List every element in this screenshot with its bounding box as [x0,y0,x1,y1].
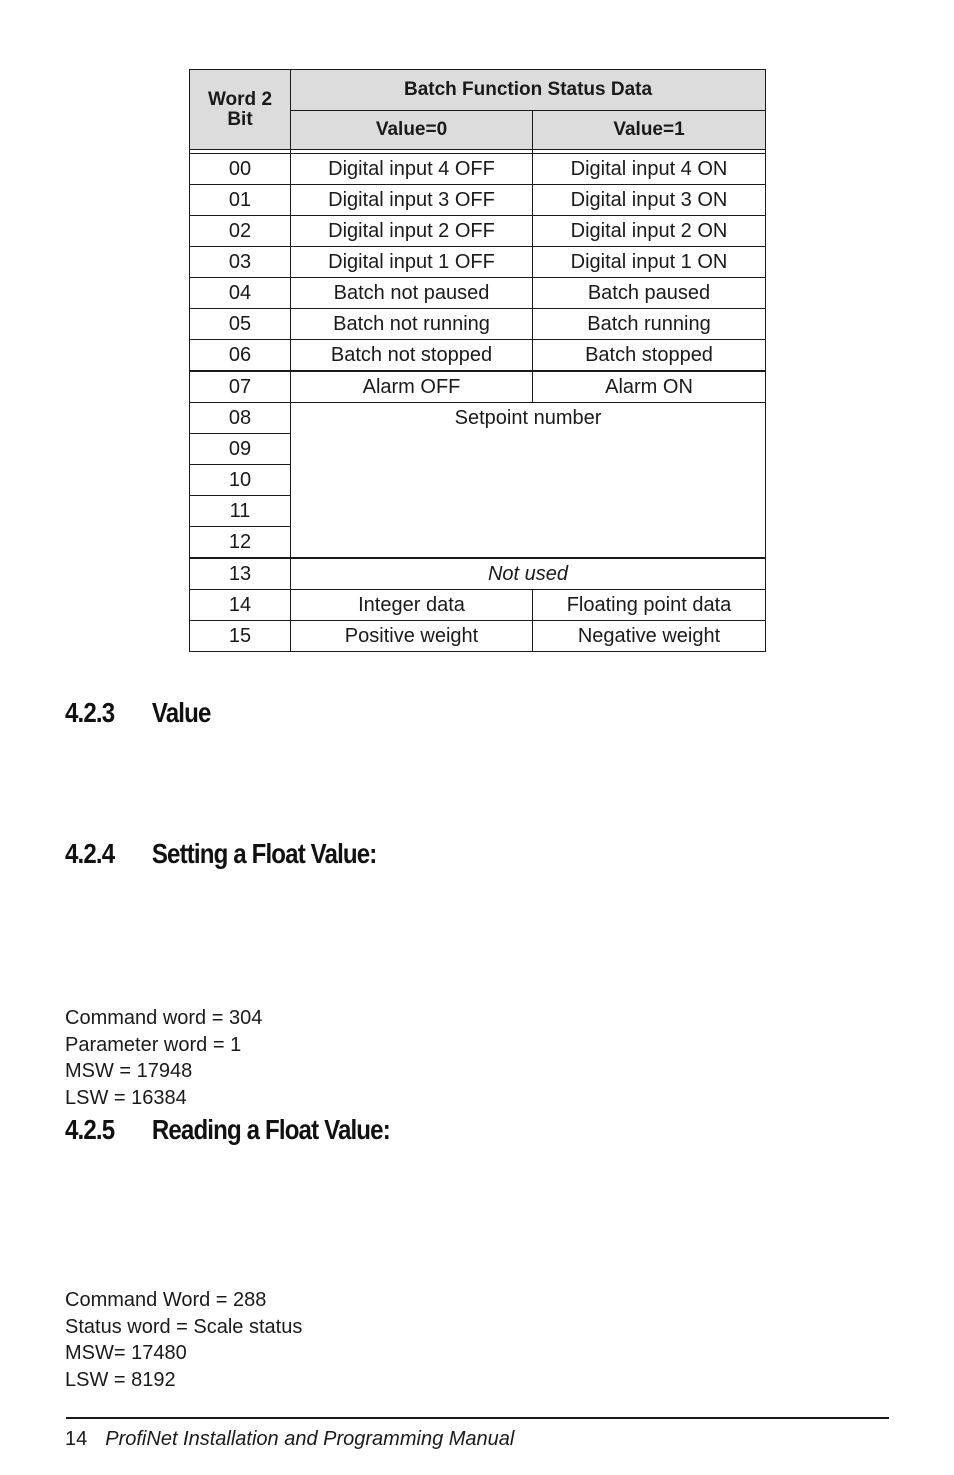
footer-divider [66,1417,889,1419]
bit-cell: 10 [190,465,291,496]
table-row [190,340,766,372]
not-used-cell: Not used [291,558,766,590]
parameter-line: Command word = 304 [65,1007,263,1029]
word2-bit-header-line1: Word 2 [207,88,273,110]
table-row [190,247,766,278]
value1-cell: Digital input 1 ON [533,247,766,278]
value0-cell: Digital input 1 OFF [291,247,533,278]
parameter-line: LSW = 16384 [65,1086,187,1109]
section-number: 4.2.5 [65,1114,115,1145]
table-row [190,590,766,621]
value0-cell: Digital input 3 OFF [291,185,533,216]
table-row [190,371,766,403]
table-row [190,278,766,309]
value1-cell: Digital input 4 ON [533,154,766,185]
value1-cell: Digital input 2 ON [533,216,766,247]
bit-cell: 14 [190,590,291,621]
value0-header: Value=0 [291,111,533,150]
table-row [190,558,766,590]
reading-float-parameters [65,1287,302,1393]
bit-cell: 01 [190,185,291,216]
batch-function-status-header: Batch Function Status Data [291,70,766,111]
value1-cell: Digital input 3 ON [533,185,766,216]
value1-cell: Negative weight [533,621,766,652]
value0-cell: Digital input 4 OFF [291,154,533,185]
bit-cell: 11 [190,496,291,527]
value0-cell: Batch not stopped [291,340,533,372]
table-header-row [190,70,766,111]
bit-cell: 06 [190,340,291,372]
table-row [190,185,766,216]
table-row [190,216,766,247]
section-number: 4.2.4 [65,838,115,869]
bit-cell: 03 [190,247,291,278]
table-row [190,154,766,185]
bit-cell: 09 [190,434,291,465]
value1-header: Value=1 [533,111,766,150]
setting-float-parameters [65,1005,262,1111]
section-heading-reading-float [65,1114,390,1146]
parameter-line: MSW= 17480 [65,1342,187,1364]
table-row [190,621,766,652]
page-footer [65,1428,514,1451]
value0-cell: Positive weight [291,621,533,652]
value0-cell: Alarm OFF [291,371,533,403]
bit-cell: 00 [190,154,291,185]
section-title: Setting a Float Value: [151,838,377,869]
value1-cell: Batch running [533,309,766,340]
parameter-line: MSW = 17948 [65,1060,193,1082]
bit-cell: 08 [190,403,291,434]
parameter-line: Status word = Scale status [65,1315,303,1338]
bit-cell: 13 [190,558,291,590]
value1-cell: Floating point data [533,590,766,621]
value0-cell: Digital input 2 OFF [291,216,533,247]
section-title: Reading a Float Value: [151,1114,390,1145]
value0-cell: Batch not running [291,309,533,340]
table-row [190,403,766,434]
value1-cell: Alarm ON [533,371,766,403]
table-row [190,309,766,340]
value0-cell: Integer data [291,590,533,621]
word2-bit-header-line2: Bit [227,108,253,130]
parameter-line: LSW = 8192 [65,1368,176,1391]
value0-cell: Batch not paused [291,278,533,309]
section-heading-value [65,697,210,729]
manual-title: ProfiNet Installation and Programming Manual [105,1428,515,1450]
bit-cell: 04 [190,278,291,309]
bit-cell: 05 [190,309,291,340]
batch-function-status-table [189,69,766,652]
bit-cell: 15 [190,621,291,652]
value1-cell: Batch paused [533,278,766,309]
value1-cell: Batch stopped [533,340,766,372]
parameter-line: Command Word = 288 [65,1289,267,1311]
page-number: 14 [65,1428,88,1450]
section-number: 4.2.3 [65,697,115,728]
setpoint-number-cell: Setpoint number [291,403,766,559]
section-heading-setting-float [65,838,376,870]
section-title: Value [151,697,211,728]
bit-cell: 02 [190,216,291,247]
bit-cell: 07 [190,371,291,403]
word2-bit-header [190,70,291,150]
bit-cell: 12 [190,527,291,559]
parameter-line: Parameter word = 1 [65,1033,242,1056]
